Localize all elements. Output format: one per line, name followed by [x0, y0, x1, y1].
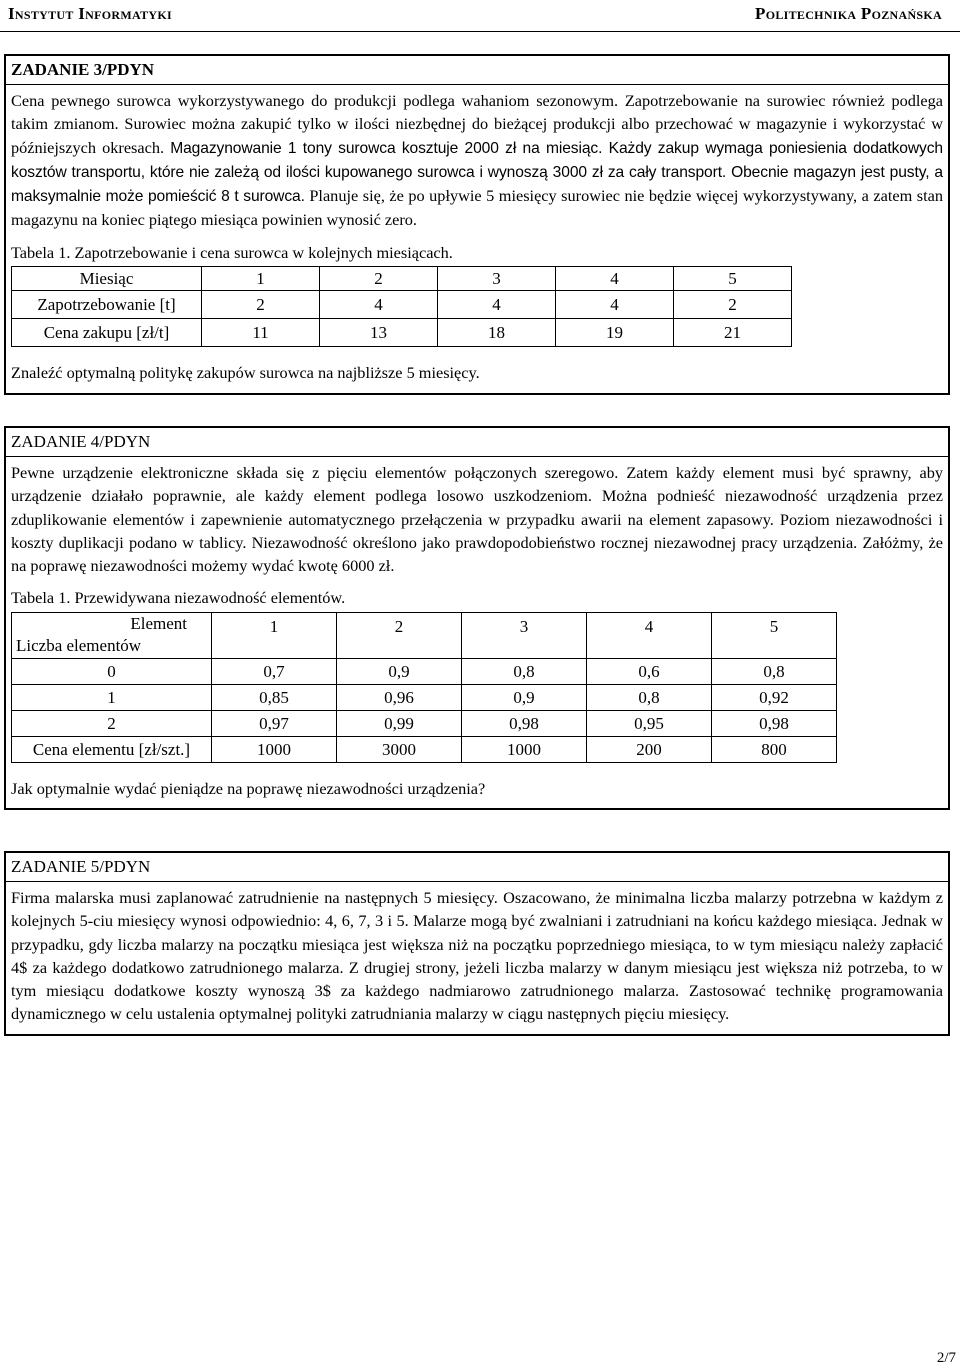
table-row — [12, 684, 837, 710]
table-cell: 3000 — [337, 736, 462, 762]
header-count-label: Liczba elementów — [16, 636, 142, 656]
table-cell: 0,99 — [337, 710, 462, 736]
task3-box — [4, 54, 950, 395]
task5-body — [6, 882, 948, 1034]
task3-table-caption: Tabela 1. Zapotrzebowanie i cena surowca w kolejnych miesiącach. — [11, 242, 453, 262]
table-row — [12, 658, 837, 684]
task4-question: Jak optymalnie wydać pieniądze na poprawę niezawodności urządzenia? — [11, 778, 486, 798]
task3-paragraph — [11, 89, 943, 232]
task3-text-part3: Planuje się, że po upływie 5 miesięcy surowiec nie będzie więcej wykorzystywany, a zatem stan magazynu na koniec piątego miesiąca powinien wynosić zero. — [11, 186, 943, 230]
table-cell: 2 — [202, 291, 320, 319]
table-cell: 1 — [212, 612, 337, 658]
table-cell: Cena elementu [zł/szt.] — [12, 736, 212, 762]
table-cell: 2 — [674, 291, 792, 319]
demand-price-table — [11, 266, 792, 347]
reliability-table — [11, 612, 837, 763]
header-element-label: Element — [130, 614, 187, 634]
task3-text-part1: Cena pewnego surowca wykorzystywanego do produkcji podlega wahaniom sezonowym. Zapotrzebowanie na surowiec również podlega takim zmianom. Surowiec można zakupić tylko w ilości niezbędnej do bieżącej produkcji albo przechować w magazynie i wykorzystać w późniejszych okresach. — [11, 91, 943, 157]
table-cell: 2 — [337, 612, 462, 658]
university-name: Politechnika Poznańska — [755, 4, 942, 23]
task5-paragraph: Firma malarska musi zaplanować zatrudnienie na następnych 5 miesięcy. Oszacowano, że minimalna liczba malarzy potrzebna w każdym z kolejnych 5-ciu miesięcy wynosi odpowiednio: 4, 6, 7, 3 i 5. Malarze mogą być zwalniani i zatrudniani na końcu każdego miesiąca. Jednak w przypadku, gdy liczba malarzy na początku miesiąca jest większa niż na początku poprzedniego miesiąca, to w tym miesiącu należy zapłacić 4$ za każdego dodatkowo zatrudnionego malarza. Z drugiej strony, jeżeli liczba malarzy w danym miesiącu jest większa niż potrzeba, to w tym miesiącu dodatkowe koszty wynoszą 3$ za każdego nadmiarowo zatrudnionego malarza. Zastosować technikę programowania dynamicznego w celu ustalenia optymalnej polityki zatrudniania malarzy w ciągu następnych pięciu miesięcy. — [11, 888, 943, 1024]
table-header-row — [12, 612, 837, 658]
table-cell: Miesiąc — [12, 267, 202, 291]
table-cell: 0,95 — [587, 710, 712, 736]
table-header-cell — [12, 612, 212, 658]
table-cell: 0,98 — [712, 710, 837, 736]
table-cell: 3 — [462, 612, 587, 658]
institute-name: Instytut Informatyki — [8, 4, 172, 23]
table-cell: 4 — [556, 291, 674, 319]
table-cell: 0,8 — [462, 658, 587, 684]
table-cell: 0,8 — [587, 684, 712, 710]
table-cell: 0,92 — [712, 684, 837, 710]
table-row — [12, 319, 792, 347]
table-cell: 0,9 — [337, 658, 462, 684]
task4-paragraph: Pewne urządzenie elektroniczne składa się z pięciu elementów połączonych szeregowo. Zatem każdy element musi być sprawny, aby urządzenie działało poprawnie, ale każdy element podlega losowo uszkodzeniom. Można podnieść niezawodność urządzenia przez zduplikowanie elementów i zapewnienie automatycznego przełączenia w przypadku awarii na element zapasowy. Poziom niezawodności i koszty duplikacji podano w tablicy. Niezawodność określono jako prawdopodobieństwo rocznej niezawodnej pracy urządzenia. Załóżmy, że na poprawę niezawodności możemy wydać kwotę 6000 zł. — [11, 463, 943, 576]
task4-box — [4, 426, 950, 810]
task4-table-caption: Tabela 1. Przewidywana niezawodność elementów. — [11, 588, 346, 608]
header-rule — [0, 31, 960, 32]
table-cell: 18 — [438, 319, 556, 347]
table-cell: 13 — [320, 319, 438, 347]
table-row — [12, 291, 792, 319]
task3-text-part2: Magazynowanie 1 tony surowca kosztuje 2000 zł na miesiąc. Każdy zakup wymaga poniesienia dodatkowych kosztów transportu, które nie zależą od ilości kupowanego surowca i wynoszą 3000 zł za cały transport. Obecnie magazyn jest pusty, a maksymalnie może pomieścić 8 t surowca. — [11, 139, 943, 206]
table-header-row — [12, 267, 792, 291]
table-cell: 0,7 — [212, 658, 337, 684]
table-cell: 0 — [12, 658, 212, 684]
task3-question: Znaleźć optymalną politykę zakupów surowca na najbliższe 5 miesięcy. — [11, 363, 480, 383]
table-cell: 2 — [320, 267, 438, 291]
task3-body — [6, 85, 948, 393]
table-cell: 0,8 — [712, 658, 837, 684]
table-cell: 0,9 — [462, 684, 587, 710]
table-cell: 4 — [556, 267, 674, 291]
table-cell: 200 — [587, 736, 712, 762]
task4-body — [6, 457, 948, 808]
table-cell: 21 — [674, 319, 792, 347]
table-cell: Cena zakupu [zł/t] — [12, 319, 202, 347]
table-cell: 5 — [712, 612, 837, 658]
task5-title: ZADANIE 5/PDYN — [6, 853, 948, 882]
task4-title: ZADANIE 4/PDYN — [6, 428, 948, 457]
table-row — [12, 710, 837, 736]
table-row — [12, 736, 837, 762]
table-cell: 4 — [438, 291, 556, 319]
table-cell: 4 — [587, 612, 712, 658]
table-cell: 1 — [12, 684, 212, 710]
table-cell: 800 — [712, 736, 837, 762]
table-cell: 1 — [202, 267, 320, 291]
table-cell: 0,96 — [337, 684, 462, 710]
table-cell: 1000 — [212, 736, 337, 762]
task3-title: ZADANIE 3/PDYN — [6, 56, 948, 85]
table-cell: 0,6 — [587, 658, 712, 684]
table-cell: 1000 — [462, 736, 587, 762]
table-cell: 5 — [674, 267, 792, 291]
table-cell: 19 — [556, 319, 674, 347]
table-cell: 3 — [438, 267, 556, 291]
table-cell: 11 — [202, 319, 320, 347]
table-cell: 0,85 — [212, 684, 337, 710]
table-cell: 4 — [320, 291, 438, 319]
table-cell: 2 — [12, 710, 212, 736]
page-header — [0, 0, 960, 30]
page-number: 2/7 — [936, 1350, 956, 1366]
task5-box — [4, 851, 950, 1036]
table-cell: 0,98 — [462, 710, 587, 736]
table-cell: 0,97 — [212, 710, 337, 736]
table-cell: Zapotrzebowanie [t] — [12, 291, 202, 319]
